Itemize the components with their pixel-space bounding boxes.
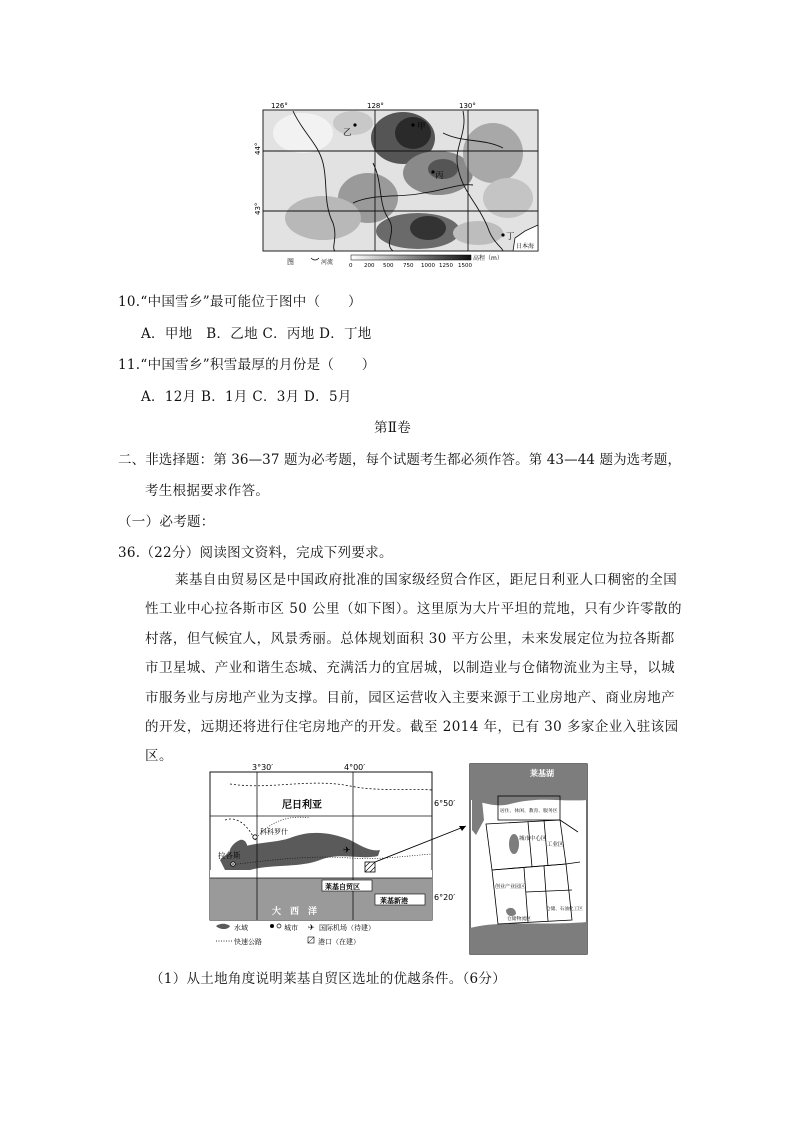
inset-residential-label: 居住、休闲、教育、服务区 <box>500 809 558 814</box>
part2-instructions-line1: 二、非选择题：第 36—37 题为必考题，每个试题考生都必须作答。第 43—44 题为选考题， <box>118 452 682 468</box>
question-36-sub1: （1）从土地角度说明莱基自贸区选址的优越条件。（6分） <box>150 971 507 987</box>
lat-label-43: 43° <box>254 202 262 215</box>
elevation-ticks <box>349 263 472 269</box>
lon-label-130: 130° <box>459 102 476 110</box>
place-ding: 丁 <box>506 232 515 242</box>
svg-text:750: 750 <box>403 263 414 269</box>
inset-city-center-label: 城市中心区 <box>519 836 547 842</box>
question-11-options: A．12月 B．1月 C．3月 D．5月 <box>141 389 352 405</box>
svg-text:1250: 1250 <box>439 263 453 269</box>
lon-label-330: 3°30′ <box>252 763 274 772</box>
legend-port-label: 港口（在建） <box>318 938 360 946</box>
lon-label-400: 4°00′ <box>344 763 366 772</box>
ftz-label: 莱基自贸区 <box>325 883 360 891</box>
city-label-ikorodu: 科科罗什 <box>260 828 288 836</box>
ocean-label: 大 西 洋 <box>272 907 318 917</box>
legend-elevation-label: 高程（m） <box>473 255 503 262</box>
svg-text:500: 500 <box>383 263 394 269</box>
airport-icon: ✈ <box>343 846 351 856</box>
part2-instructions-line2: 考生根据要求作答。 <box>145 483 270 499</box>
lat-label-650: 6°50′ <box>434 799 456 808</box>
place-jia: 甲 <box>417 122 426 132</box>
lekki-ftz-map-figure <box>210 760 590 958</box>
question-36-passage: 莱基自由贸易区是中国政府批准的国家级经贸合作区，距尼日利亚人口稠密的全国性工业中心拉各斯市区 50 公里（如下图）。这里原为大片平坦的荒地，只有少许零散的村落，但气候宜人，风景秀丽。总体规划面积 30 平方公里，未来发展定位为拉各斯都市卫星城、产业和谐生态城、充满活力的宜居城，以制造业与仓储物流业为主导，以城市服务业与房地产业为支撑。目前，园区运营收入主要来源于工业房地产、商业房地产的开发，远期还将进行住宅房地产的开发。截至 2014 年，已有 30 多家企业入驻该园区。 <box>145 572 682 765</box>
elevation-scale-bar <box>351 255 471 260</box>
legend-river-label: 河流 <box>321 259 334 266</box>
legend-airport-icon: ✈ <box>308 923 315 932</box>
svg-text:1500: 1500 <box>458 263 472 269</box>
ftz-inset-map <box>470 764 587 954</box>
place-yi: 乙 <box>343 128 352 138</box>
question-36-heading: 36.（22分）阅读图文资料，完成下列要求。 <box>118 545 393 561</box>
svg-text:200: 200 <box>364 263 375 269</box>
legend-road-label: 快速公路 <box>234 938 262 946</box>
lat-label-620: 6°20′ <box>434 893 456 902</box>
svg-text:0: 0 <box>349 263 353 269</box>
country-label: 尼日利亚 <box>282 800 322 811</box>
question-10-options: A．甲地 B．乙地 C．丙地 D．丁地 <box>141 326 372 342</box>
inset-lake-label: 莱基湖 <box>530 769 554 778</box>
inset-industrial-label: 工业区 <box>547 842 564 848</box>
topographic-map-figure <box>254 102 538 269</box>
city-label-lagos: 拉各斯 <box>218 851 241 860</box>
section-title: 第Ⅱ卷 <box>374 420 412 436</box>
inset-innovation-label: 创业产业园区 <box>495 884 526 890</box>
question-10-stem: 10.“中国雪乡”最可能位于图中（ ） <box>118 294 362 310</box>
question-11-stem: 11.“中国雪乡”积雪最厚的月份是（ ） <box>118 357 376 373</box>
inset-logistics-label: 仓储物流区 <box>507 917 531 922</box>
sea-label: 日本海 <box>516 243 535 250</box>
lon-label-126: 126° <box>271 102 288 110</box>
legend-airport-label: 国际机场（待建） <box>319 924 375 932</box>
port-label: 莱基新港 <box>380 897 408 905</box>
lat-label-44: 44° <box>254 142 262 155</box>
lon-label-128: 128° <box>367 102 384 110</box>
svg-text:1000: 1000 <box>421 263 435 269</box>
required-label: （一）必考题： <box>118 514 215 530</box>
legend-prefix: 图 <box>287 258 294 266</box>
inset-petro-label: 仓储、石油化工区 <box>546 907 583 912</box>
place-bing: 丙 <box>435 171 444 181</box>
legend-city-label: 城市 <box>284 924 298 932</box>
legend-water-label: 水域 <box>234 924 248 932</box>
